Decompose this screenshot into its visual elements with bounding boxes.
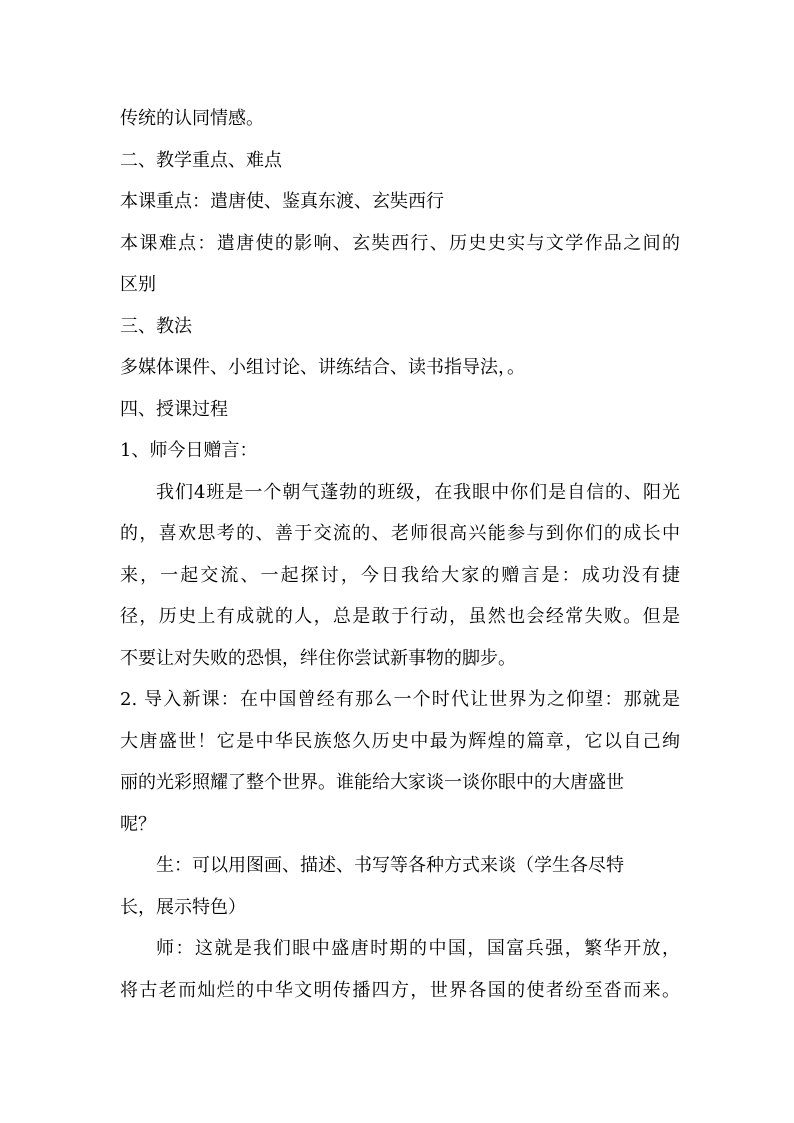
paragraph-line: 传统的认同情感。 <box>120 108 264 129</box>
section-heading-teaching-method: 三、教法 <box>120 315 192 337</box>
paragraph-line: 大唐盛世！它是中华民族悠久历史中最为辉煌的篇章，它以自己绚 <box>120 730 680 752</box>
paragraph-line: 2. 导入新课：在中国曾经有那么一个时代让世界为之仰望：那就是 <box>120 689 680 710</box>
paragraph-line: 本课重点：遣唐使、鉴真东渡、玄奘西行 <box>120 191 444 212</box>
paragraph-line: 师：这就是我们眼中盛唐时期的中国，国富兵强，繁华开放， <box>156 938 680 959</box>
document-body <box>120 98 680 1011</box>
paragraph-line: 来，一起交流、一起探讨，今日我给大家的赠言是：成功没有捷 <box>120 564 680 586</box>
paragraph-line: 多媒体课件、小组讨论、讲练结合、读书指导法，。 <box>120 357 525 378</box>
paragraph-line: 我们4班是一个朝气蓬勃的班级，在我眼中你们是自信的、阳光 <box>156 481 680 503</box>
section-heading-key-points: 二、教学重点、难点 <box>120 149 282 171</box>
paragraph-line: 丽的光彩照耀了整个世界。谁能给大家谈一谈你眼中的大唐盛世 <box>120 772 624 793</box>
subsection-heading: 1、师今日赠言： <box>120 440 258 461</box>
paragraph-line: 的，喜欢思考的、善于交流的、老师很高兴能参与到你们的成长中 <box>120 523 680 544</box>
paragraph-line: 径，历史上有成就的人，总是敢于行动，虽然也会经常失败。但是 <box>120 606 680 627</box>
paragraph-line: 呢？ <box>120 813 156 835</box>
paragraph-line: 将古老而灿烂的中华文明传播四方，世界各国的使者纷至沓而来。 <box>120 979 680 1001</box>
paragraph-line: 本课难点：遣唐使的影响、玄奘西行、历史史实与文学作品之间的 <box>120 232 680 254</box>
section-heading-teaching-process: 四、授课过程 <box>120 398 228 420</box>
paragraph-line: 长，展示特色） <box>120 896 246 918</box>
paragraph-line: 区别 <box>120 274 156 295</box>
paragraph-line: 生：可以用图画、描述、书写等各种方式来谈（学生各尽特 <box>156 855 624 876</box>
paragraph-line: 不要让对失败的恐惧，绊住你尝试新事物的脚步。 <box>120 647 516 669</box>
